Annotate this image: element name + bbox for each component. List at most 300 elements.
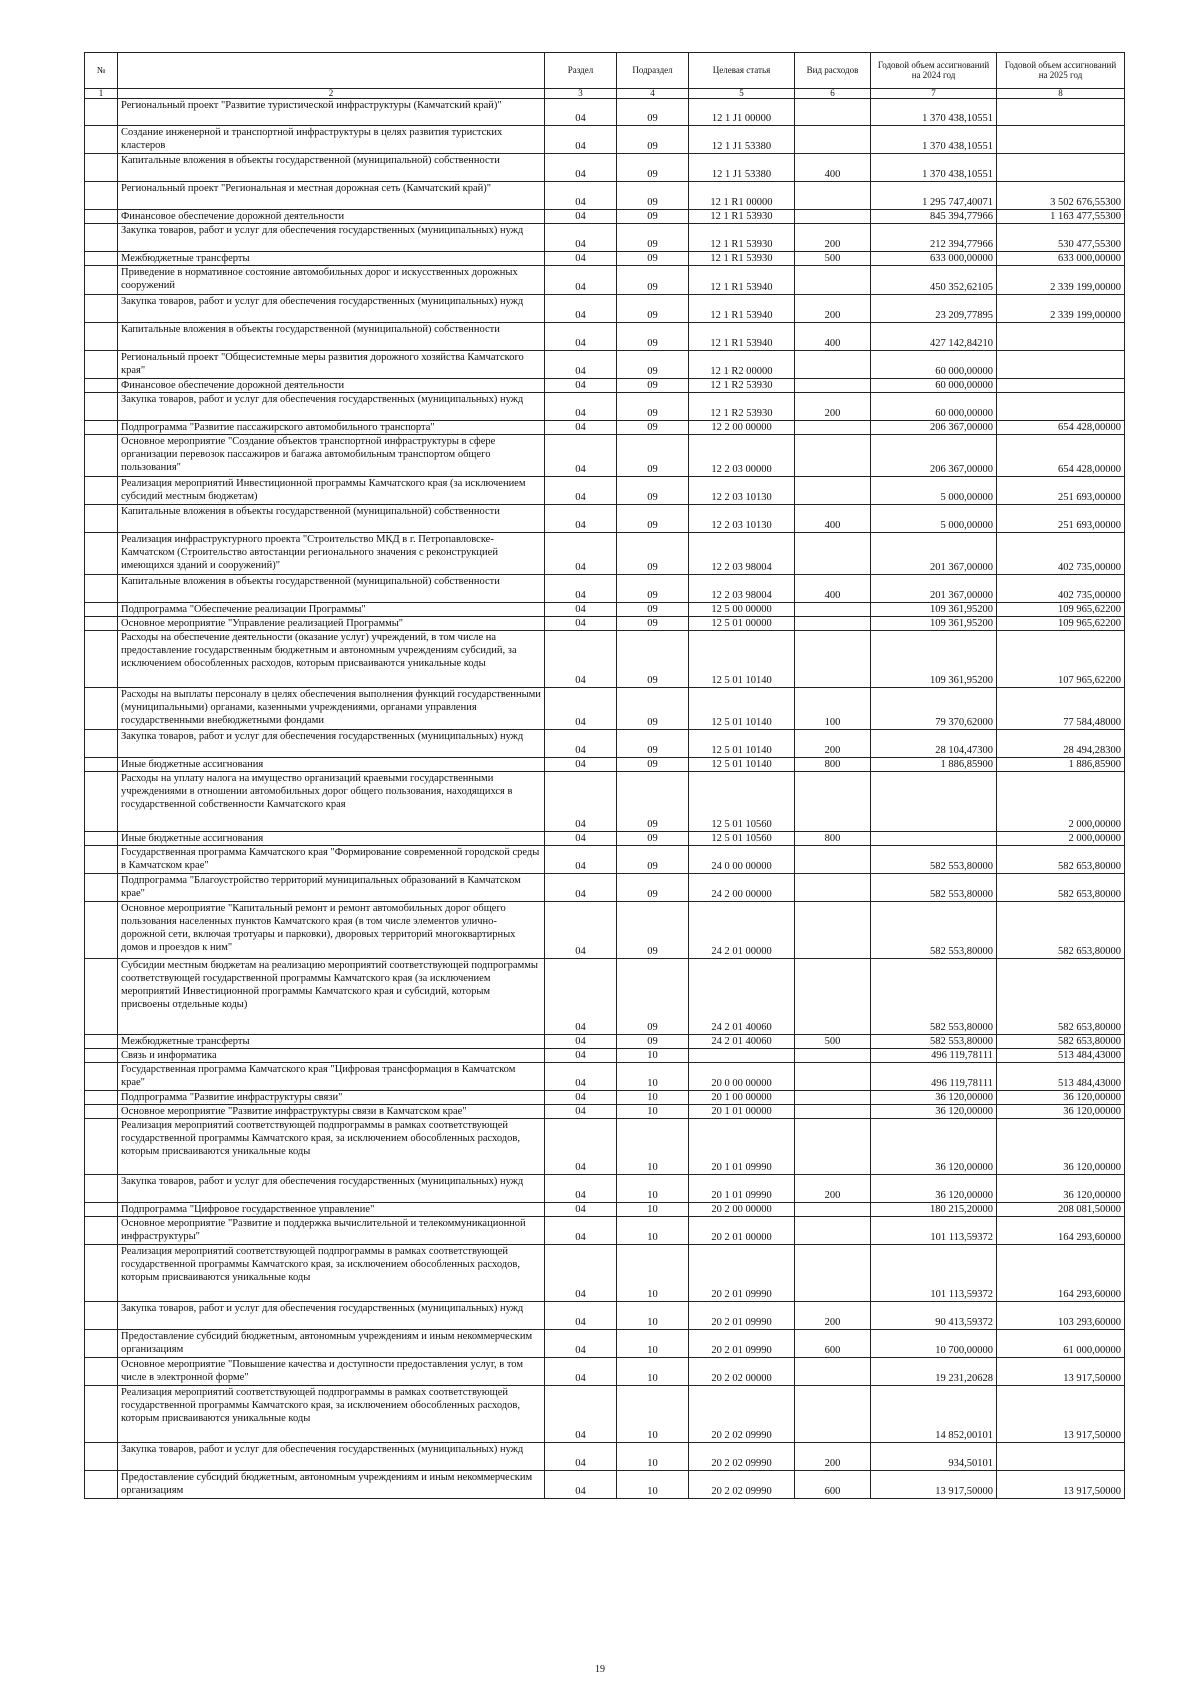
row-name: Основное мероприятие "Развитие инфраструктуры связи в Камчатском крае" — [118, 1105, 545, 1119]
row-section: 04 — [545, 1119, 617, 1175]
row-target-article: 20 2 02 00000 — [689, 1358, 795, 1386]
row-subsection: 09 — [617, 351, 689, 379]
row-target-article: 12 1 R1 53930 — [689, 210, 795, 224]
row-volume-2024: 36 120,00000 — [871, 1175, 997, 1203]
row-name: Государственная программа Камчатского края "Цифровая трансформация в Камчатском крае" — [118, 1063, 545, 1091]
row-target-article: 20 1 01 09990 — [689, 1119, 795, 1175]
row-section: 04 — [545, 730, 617, 758]
row-section: 04 — [545, 351, 617, 379]
row-section: 04 — [545, 1217, 617, 1245]
row-expense-type — [795, 379, 871, 393]
row-volume-2024: 582 553,80000 — [871, 874, 997, 902]
row-number-cell — [85, 730, 118, 758]
header-volume-2025: Годовой объем ассигнований на 2025 год — [997, 53, 1125, 89]
row-volume-2025 — [997, 323, 1125, 351]
row-expense-type — [795, 182, 871, 210]
row-volume-2024: 60 000,00000 — [871, 379, 997, 393]
row-expense-type: 200 — [795, 1302, 871, 1330]
row-section: 04 — [545, 1063, 617, 1091]
row-subsection: 09 — [617, 182, 689, 210]
row-number-cell — [85, 435, 118, 477]
row-number-cell — [85, 224, 118, 252]
table-row — [85, 1217, 1125, 1245]
row-section: 04 — [545, 959, 617, 1035]
row-volume-2024: 10 700,00000 — [871, 1330, 997, 1358]
row-name: Государственная программа Камчатского края "Формирование современной городской среды в Камчатском крае" — [118, 846, 545, 874]
table-row — [85, 758, 1125, 772]
row-volume-2025 — [997, 126, 1125, 154]
page-number: 19 — [595, 1664, 605, 1675]
row-expense-type — [795, 126, 871, 154]
row-name: Закупка товаров, работ и услуг для обеспечения государственных (муниципальных) нужд — [118, 730, 545, 758]
row-volume-2025: 208 081,50000 — [997, 1203, 1125, 1217]
row-name: Капитальные вложения в объекты государственной (муниципальной) собственности — [118, 323, 545, 351]
row-target-article: 12 1 R2 00000 — [689, 351, 795, 379]
row-number-cell — [85, 772, 118, 832]
row-target-article: 12 5 01 10560 — [689, 832, 795, 846]
row-expense-type — [795, 351, 871, 379]
row-target-article: 12 1 J1 53380 — [689, 126, 795, 154]
row-number-cell — [85, 575, 118, 603]
row-section: 04 — [545, 154, 617, 182]
row-expense-type: 200 — [795, 224, 871, 252]
row-volume-2024: 36 120,00000 — [871, 1091, 997, 1105]
table-row — [85, 575, 1125, 603]
row-subsection: 09 — [617, 224, 689, 252]
row-volume-2024: 1 370 438,10551 — [871, 99, 997, 126]
row-number-cell — [85, 1105, 118, 1119]
row-target-article: 12 2 03 00000 — [689, 435, 795, 477]
row-section: 04 — [545, 252, 617, 266]
row-section: 04 — [545, 832, 617, 846]
row-name: Расходы на уплату налога на имущество организаций краевыми государственными учреждениями в отношении автомобильных дорог общего пользования, находящихся в государственной собственности Камчатского края — [118, 772, 545, 832]
row-target-article: 12 1 J1 00000 — [689, 99, 795, 126]
row-expense-type — [795, 210, 871, 224]
row-section: 04 — [545, 421, 617, 435]
table-row — [85, 1175, 1125, 1203]
row-name: Реализация мероприятий соответствующей подпрограммы в рамках соответствующей государственной программы Камчатского края, за исключением обособленных расходов, которым присваиваются уникальные коды — [118, 1119, 545, 1175]
row-number-cell — [85, 1091, 118, 1105]
header-subsection: Подраздел — [617, 53, 689, 89]
row-section: 04 — [545, 1091, 617, 1105]
row-volume-2024: 60 000,00000 — [871, 351, 997, 379]
row-volume-2025: 109 965,62200 — [997, 603, 1125, 617]
row-number-cell — [85, 1471, 118, 1499]
row-section: 04 — [545, 295, 617, 323]
row-target-article: 24 2 00 00000 — [689, 874, 795, 902]
row-expense-type — [795, 99, 871, 126]
row-volume-2025: 582 653,80000 — [997, 846, 1125, 874]
row-section: 04 — [545, 379, 617, 393]
table-row — [85, 1105, 1125, 1119]
row-target-article: 24 0 00 00000 — [689, 846, 795, 874]
row-name: Подпрограмма "Развитие пассажирского автомобильного транспорта" — [118, 421, 545, 435]
table-row — [85, 351, 1125, 379]
row-target-article: 12 2 03 10130 — [689, 477, 795, 505]
row-expense-type — [795, 874, 871, 902]
table-row — [85, 477, 1125, 505]
row-volume-2025: 2 000,00000 — [997, 832, 1125, 846]
row-expense-type — [795, 631, 871, 688]
row-name: Закупка товаров, работ и услуг для обеспечения государственных (муниципальных) нужд — [118, 393, 545, 421]
row-volume-2024: 582 553,80000 — [871, 959, 997, 1035]
row-section: 04 — [545, 1105, 617, 1119]
row-volume-2025: 3 502 676,55300 — [997, 182, 1125, 210]
row-volume-2025: 103 293,60000 — [997, 1302, 1125, 1330]
row-volume-2025 — [997, 154, 1125, 182]
row-target-article: 12 1 J1 53380 — [689, 154, 795, 182]
row-target-article: 20 1 01 00000 — [689, 1105, 795, 1119]
row-name: Расходы на обеспечение деятельности (оказание услуг) учреждений, в том числе на предоставление государственным бюджетным и автономным учреждениям субсидий, за исключением обособленных расходов, которым присваиваются уникальные коды — [118, 631, 545, 688]
row-expense-type: 400 — [795, 154, 871, 182]
row-expense-type — [795, 1217, 871, 1245]
table-row — [85, 688, 1125, 730]
row-subsection: 09 — [617, 435, 689, 477]
row-target-article: 20 2 01 09990 — [689, 1245, 795, 1302]
row-subsection: 09 — [617, 99, 689, 126]
row-expense-type: 200 — [795, 730, 871, 758]
row-subsection: 09 — [617, 323, 689, 351]
row-number-cell — [85, 1245, 118, 1302]
row-target-article: 20 2 01 09990 — [689, 1302, 795, 1330]
row-section: 04 — [545, 631, 617, 688]
table-body — [85, 99, 1125, 1499]
table-row — [85, 99, 1125, 126]
column-number: 1 — [85, 89, 118, 99]
row-target-article: 20 2 01 09990 — [689, 1330, 795, 1358]
row-volume-2025: 164 293,60000 — [997, 1217, 1125, 1245]
row-volume-2024: 90 413,59372 — [871, 1302, 997, 1330]
row-target-article: 24 2 01 00000 — [689, 902, 795, 959]
row-volume-2025: 513 484,43000 — [997, 1063, 1125, 1091]
row-subsection: 09 — [617, 730, 689, 758]
row-expense-type — [795, 1063, 871, 1091]
row-expense-type — [795, 435, 871, 477]
row-subsection: 10 — [617, 1245, 689, 1302]
row-subsection: 09 — [617, 126, 689, 154]
table-row — [85, 210, 1125, 224]
table-row — [85, 603, 1125, 617]
row-name: Капитальные вложения в объекты государственной (муниципальной) собственности — [118, 575, 545, 603]
row-volume-2025: 13 917,50000 — [997, 1471, 1125, 1499]
row-number-cell — [85, 351, 118, 379]
row-volume-2025: 36 120,00000 — [997, 1175, 1125, 1203]
row-volume-2025: 77 584,48000 — [997, 688, 1125, 730]
row-volume-2025: 36 120,00000 — [997, 1105, 1125, 1119]
row-number-cell — [85, 832, 118, 846]
row-subsection: 10 — [617, 1386, 689, 1443]
row-name: Закупка товаров, работ и услуг для обеспечения государственных (муниципальных) нужд — [118, 224, 545, 252]
row-number-cell — [85, 266, 118, 295]
row-volume-2024: 1 295 747,40071 — [871, 182, 997, 210]
header-number: № — [85, 53, 118, 89]
row-volume-2025: 2 339 199,00000 — [997, 295, 1125, 323]
row-volume-2025: 2 000,00000 — [997, 772, 1125, 832]
row-expense-type: 500 — [795, 1035, 871, 1049]
row-subsection: 09 — [617, 379, 689, 393]
header-volume-2024: Годовой объем ассигнований на 2024 год — [871, 53, 997, 89]
row-target-article: 12 1 R1 53930 — [689, 224, 795, 252]
row-section: 04 — [545, 266, 617, 295]
row-expense-type — [795, 421, 871, 435]
row-section: 04 — [545, 1358, 617, 1386]
row-name: Финансовое обеспечение дорожной деятельности — [118, 379, 545, 393]
row-volume-2024: 212 394,77966 — [871, 224, 997, 252]
table-row — [85, 1471, 1125, 1499]
row-volume-2025: 530 477,55300 — [997, 224, 1125, 252]
table-row — [85, 266, 1125, 295]
row-expense-type: 400 — [795, 505, 871, 533]
table-row — [85, 902, 1125, 959]
row-name: Реализация мероприятий соответствующей подпрограммы в рамках соответствующей государственной программы Камчатского края, за исключением обособленных расходов, которым присваиваются уникальные коды — [118, 1245, 545, 1302]
row-target-article: 12 5 01 10140 — [689, 730, 795, 758]
row-target-article: 12 1 R1 53930 — [689, 252, 795, 266]
row-target-article: 20 1 00 00000 — [689, 1091, 795, 1105]
row-volume-2024: 1 370 438,10551 — [871, 126, 997, 154]
table-row — [85, 846, 1125, 874]
row-subsection: 10 — [617, 1119, 689, 1175]
row-target-article: 12 5 01 10560 — [689, 772, 795, 832]
row-section: 04 — [545, 224, 617, 252]
row-volume-2024 — [871, 832, 997, 846]
row-section: 04 — [545, 505, 617, 533]
table-row — [85, 1302, 1125, 1330]
row-number-cell — [85, 1217, 118, 1245]
row-name: Финансовое обеспечение дорожной деятельности — [118, 210, 545, 224]
row-volume-2025: 2 339 199,00000 — [997, 266, 1125, 295]
row-volume-2025 — [997, 351, 1125, 379]
row-subsection: 09 — [617, 617, 689, 631]
row-name: Создание инженерной и транспортной инфраструктуры в целях развития туристских кластеров — [118, 126, 545, 154]
table-row — [85, 874, 1125, 902]
row-target-article — [689, 1049, 795, 1063]
row-subsection: 10 — [617, 1091, 689, 1105]
row-expense-type — [795, 477, 871, 505]
row-subsection: 10 — [617, 1175, 689, 1203]
row-section: 04 — [545, 902, 617, 959]
row-target-article: 12 2 00 00000 — [689, 421, 795, 435]
row-subsection: 10 — [617, 1471, 689, 1499]
table-row — [85, 1358, 1125, 1386]
row-number-cell — [85, 1330, 118, 1358]
row-section: 04 — [545, 575, 617, 603]
row-volume-2025: 402 735,00000 — [997, 533, 1125, 575]
row-volume-2024: 1 886,85900 — [871, 758, 997, 772]
row-subsection: 09 — [617, 477, 689, 505]
row-number-cell — [85, 533, 118, 575]
row-section: 04 — [545, 126, 617, 154]
row-target-article: 12 1 R2 53930 — [689, 393, 795, 421]
table-row — [85, 182, 1125, 210]
row-name: Приведение в нормативное состояние автомобильных дорог и искусственных дорожных сооружений — [118, 266, 545, 295]
row-number-cell — [85, 295, 118, 323]
column-number-row — [85, 89, 1125, 99]
row-name: Основное мероприятие "Создание объектов транспортной инфраструктуры в сфере организации перевозок пассажиров и багажа автомобильным транспортом общего пользования" — [118, 435, 545, 477]
row-target-article: 24 2 01 40060 — [689, 959, 795, 1035]
row-name: Закупка товаров, работ и услуг для обеспечения государственных (муниципальных) нужд — [118, 1302, 545, 1330]
row-section: 04 — [545, 1175, 617, 1203]
row-volume-2025: 164 293,60000 — [997, 1245, 1125, 1302]
row-target-article: 12 1 R1 00000 — [689, 182, 795, 210]
table-row — [85, 252, 1125, 266]
row-subsection: 09 — [617, 603, 689, 617]
header-expense-type: Вид расходов — [795, 53, 871, 89]
row-name: Региональный проект "Региональная и местная дорожная сеть (Камчатский край)" — [118, 182, 545, 210]
table-row — [85, 1119, 1125, 1175]
row-volume-2025: 1 886,85900 — [997, 758, 1125, 772]
row-number-cell — [85, 154, 118, 182]
row-subsection: 09 — [617, 154, 689, 182]
row-expense-type: 400 — [795, 323, 871, 351]
row-name: Основное мероприятие "Управление реализацией Программы" — [118, 617, 545, 631]
row-volume-2025: 1 163 477,55300 — [997, 210, 1125, 224]
row-volume-2024: 23 209,77895 — [871, 295, 997, 323]
row-section: 04 — [545, 435, 617, 477]
row-expense-type — [795, 772, 871, 832]
row-volume-2024 — [871, 772, 997, 832]
row-expense-type — [795, 846, 871, 874]
row-expense-type — [795, 902, 871, 959]
row-section: 04 — [545, 1443, 617, 1471]
table-row — [85, 533, 1125, 575]
row-subsection: 09 — [617, 688, 689, 730]
row-target-article: 20 2 01 00000 — [689, 1217, 795, 1245]
row-volume-2024: 79 370,62000 — [871, 688, 997, 730]
row-target-article: 12 5 01 00000 — [689, 617, 795, 631]
row-target-article: 12 2 03 10130 — [689, 505, 795, 533]
row-number-cell — [85, 505, 118, 533]
row-expense-type: 600 — [795, 1471, 871, 1499]
table-row — [85, 224, 1125, 252]
row-name: Основное мероприятие "Повышение качества и доступности предоставления услуг, в том числе в электронной форме" — [118, 1358, 545, 1386]
row-subsection: 10 — [617, 1203, 689, 1217]
row-volume-2025: 582 653,80000 — [997, 1035, 1125, 1049]
row-section: 04 — [545, 99, 617, 126]
row-number-cell — [85, 1386, 118, 1443]
row-expense-type — [795, 1105, 871, 1119]
row-section: 04 — [545, 1471, 617, 1499]
row-expense-type — [795, 1119, 871, 1175]
row-number-cell — [85, 1358, 118, 1386]
row-section: 04 — [545, 603, 617, 617]
row-subsection: 09 — [617, 874, 689, 902]
row-target-article: 20 2 02 09990 — [689, 1386, 795, 1443]
row-volume-2024: 201 367,00000 — [871, 575, 997, 603]
row-number-cell — [85, 210, 118, 224]
row-section: 04 — [545, 1302, 617, 1330]
row-section: 04 — [545, 1330, 617, 1358]
row-target-article: 12 1 R1 53940 — [689, 266, 795, 295]
row-subsection: 09 — [617, 533, 689, 575]
row-volume-2024: 206 367,00000 — [871, 421, 997, 435]
row-subsection: 10 — [617, 1217, 689, 1245]
row-number-cell — [85, 617, 118, 631]
row-subsection: 09 — [617, 832, 689, 846]
row-target-article: 12 1 R1 53940 — [689, 295, 795, 323]
row-subsection: 10 — [617, 1302, 689, 1330]
row-number-cell — [85, 421, 118, 435]
row-subsection: 09 — [617, 210, 689, 224]
row-section: 04 — [545, 1035, 617, 1049]
table-row — [85, 832, 1125, 846]
row-subsection: 09 — [617, 575, 689, 603]
row-number-cell — [85, 379, 118, 393]
row-volume-2024: 180 215,20000 — [871, 1203, 997, 1217]
row-name: Реализация инфраструктурного проекта "Строительство МКД в г. Петропавловске-Камчатском (Строительство автостанции регионального значения с реконструкцией имеющихся зданий и сооружений)" — [118, 533, 545, 575]
row-subsection: 09 — [617, 772, 689, 832]
row-section: 04 — [545, 1245, 617, 1302]
table-header — [85, 53, 1125, 99]
table-row — [85, 1049, 1125, 1063]
row-volume-2025 — [997, 99, 1125, 126]
row-section: 04 — [545, 617, 617, 631]
row-expense-type — [795, 603, 871, 617]
row-target-article: 12 2 03 98004 — [689, 575, 795, 603]
column-number: 2 — [118, 89, 545, 99]
row-volume-2025: 251 693,00000 — [997, 477, 1125, 505]
row-section: 04 — [545, 393, 617, 421]
row-volume-2024: 19 231,20628 — [871, 1358, 997, 1386]
budget-table-sheet — [84, 52, 1124, 1499]
row-number-cell — [85, 1443, 118, 1471]
table-row — [85, 323, 1125, 351]
row-volume-2024: 109 361,95200 — [871, 631, 997, 688]
row-name: Расходы на выплаты персоналу в целях обеспечения выполнения функций государственными (муниципальными) органами, казенными учреждениями, органами управления государственными внебюджетными фондами — [118, 688, 545, 730]
row-section: 04 — [545, 758, 617, 772]
row-volume-2024: 109 361,95200 — [871, 617, 997, 631]
row-volume-2025: 513 484,43000 — [997, 1049, 1125, 1063]
row-volume-2024: 1 370 438,10551 — [871, 154, 997, 182]
row-name: Межбюджетные трансферты — [118, 1035, 545, 1049]
row-name: Иные бюджетные ассигнования — [118, 832, 545, 846]
row-volume-2025: 633 000,00000 — [997, 252, 1125, 266]
row-name: Связь и информатика — [118, 1049, 545, 1063]
row-expense-type: 800 — [795, 832, 871, 846]
row-number-cell — [85, 1302, 118, 1330]
table-row — [85, 435, 1125, 477]
row-target-article: 12 5 01 10140 — [689, 758, 795, 772]
row-number-cell — [85, 99, 118, 126]
row-volume-2025 — [997, 379, 1125, 393]
row-target-article: 24 2 01 40060 — [689, 1035, 795, 1049]
row-number-cell — [85, 688, 118, 730]
row-volume-2024: 36 120,00000 — [871, 1105, 997, 1119]
row-volume-2024: 582 553,80000 — [871, 902, 997, 959]
row-subsection: 09 — [617, 393, 689, 421]
row-subsection: 09 — [617, 1035, 689, 1049]
table-row — [85, 617, 1125, 631]
row-subsection: 10 — [617, 1443, 689, 1471]
row-name: Подпрограмма "Обеспечение реализации Программы" — [118, 603, 545, 617]
row-volume-2025: 654 428,00000 — [997, 421, 1125, 435]
row-volume-2025 — [997, 393, 1125, 421]
row-volume-2025: 107 965,62200 — [997, 631, 1125, 688]
row-subsection: 10 — [617, 1063, 689, 1091]
row-target-article: 12 5 01 10140 — [689, 631, 795, 688]
row-subsection: 09 — [617, 505, 689, 533]
row-section: 04 — [545, 533, 617, 575]
row-volume-2025: 402 735,00000 — [997, 575, 1125, 603]
table-row — [85, 1330, 1125, 1358]
row-volume-2024: 427 142,84210 — [871, 323, 997, 351]
row-subsection: 10 — [617, 1049, 689, 1063]
row-number-cell — [85, 959, 118, 1035]
row-target-article: 12 1 R2 53930 — [689, 379, 795, 393]
row-volume-2024: 450 352,62105 — [871, 266, 997, 295]
row-target-article: 20 1 01 09990 — [689, 1175, 795, 1203]
row-volume-2024: 582 553,80000 — [871, 1035, 997, 1049]
table-row — [85, 959, 1125, 1035]
